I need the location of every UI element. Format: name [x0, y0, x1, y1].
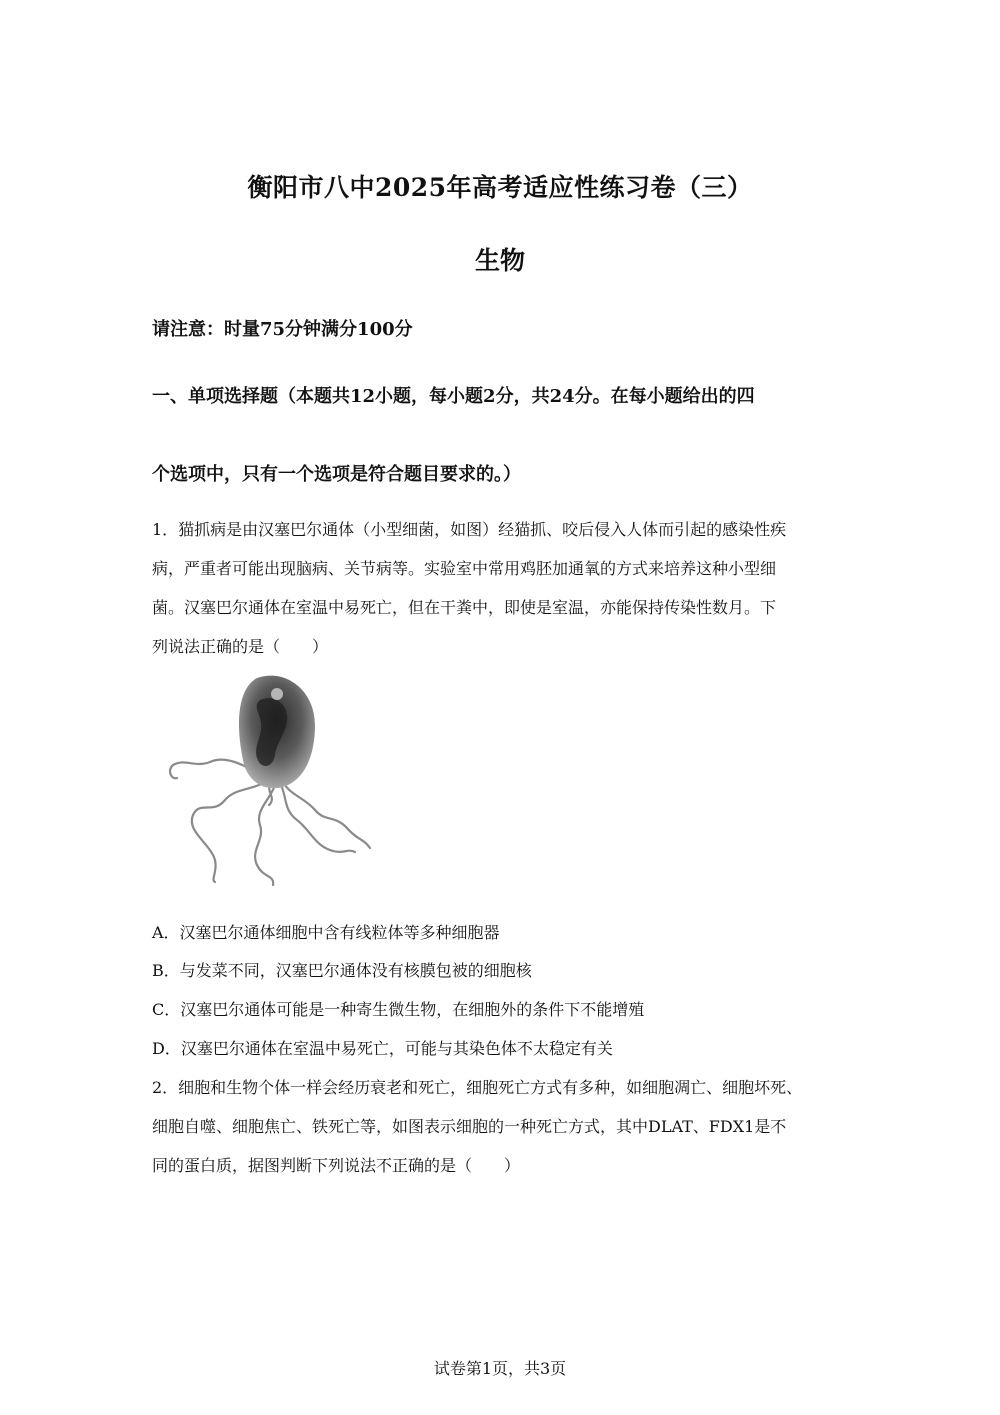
section-heading-line-2: 个选项中，只有一个选项是符合题目要求的。）	[152, 464, 521, 485]
question-1-stem-line: 列说法正确的是（ ）	[152, 637, 329, 656]
question-1-stem-line: 1．猫抓病是由汉塞巴尔通体（小型细菌，如图）经猫抓、咬后侵入人体而引起的感染性疾	[152, 520, 787, 539]
section-heading-line-1: 一、单项选择题（本题共12小题，每小题2分，共24分。在每小题给出的四	[152, 386, 755, 407]
exam-title: 衡阳市八中2025年高考适应性练习卷（三）	[247, 173, 753, 202]
bacterium-figure	[165, 670, 375, 890]
question-1-option-d: D．汉塞巴尔通体在室温中易死亡，可能与其染色体不太稳定有关	[152, 1039, 613, 1058]
question-1-stem-line: 病，严重者可能出现脑病、关节病等。实验室中常用鸡胚加通氧的方式来培养这种小型细	[152, 559, 777, 578]
question-1-option-a: A．汉塞巴尔通体细胞中含有线粒体等多种细胞器	[152, 923, 500, 942]
notice-line: 请注意：时量75分钟满分100分	[152, 319, 413, 340]
question-2-stem-line: 细胞自噬、细胞焦亡、铁死亡等，如图表示细胞的一种死亡方式，其中DLAT、FDX1是不	[152, 1117, 787, 1136]
subject-title: 生物	[474, 246, 525, 275]
question-1-option-b: B．与发菜不同，汉塞巴尔通体没有核膜包被的细胞核	[152, 961, 532, 980]
question-1-stem-line: 菌。汉塞巴尔通体在室温中易死亡，但在干粪中，即使是室温，亦能保持传染性数月。下	[152, 598, 777, 617]
question-2-stem-line: 2．细胞和生物个体一样会经历衰老和死亡，细胞死亡方式有多种，如细胞凋亡、细胞坏死、	[152, 1078, 803, 1097]
page-footer: 试卷第1页，共3页	[433, 1359, 567, 1378]
question-2-stem-line: 同的蛋白质，据图判断下列说法不正确的是（ ）	[152, 1156, 521, 1175]
question-1-option-c: C．汉塞巴尔通体可能是一种寄生微生物，在细胞外的条件下不能增殖	[152, 1000, 645, 1019]
